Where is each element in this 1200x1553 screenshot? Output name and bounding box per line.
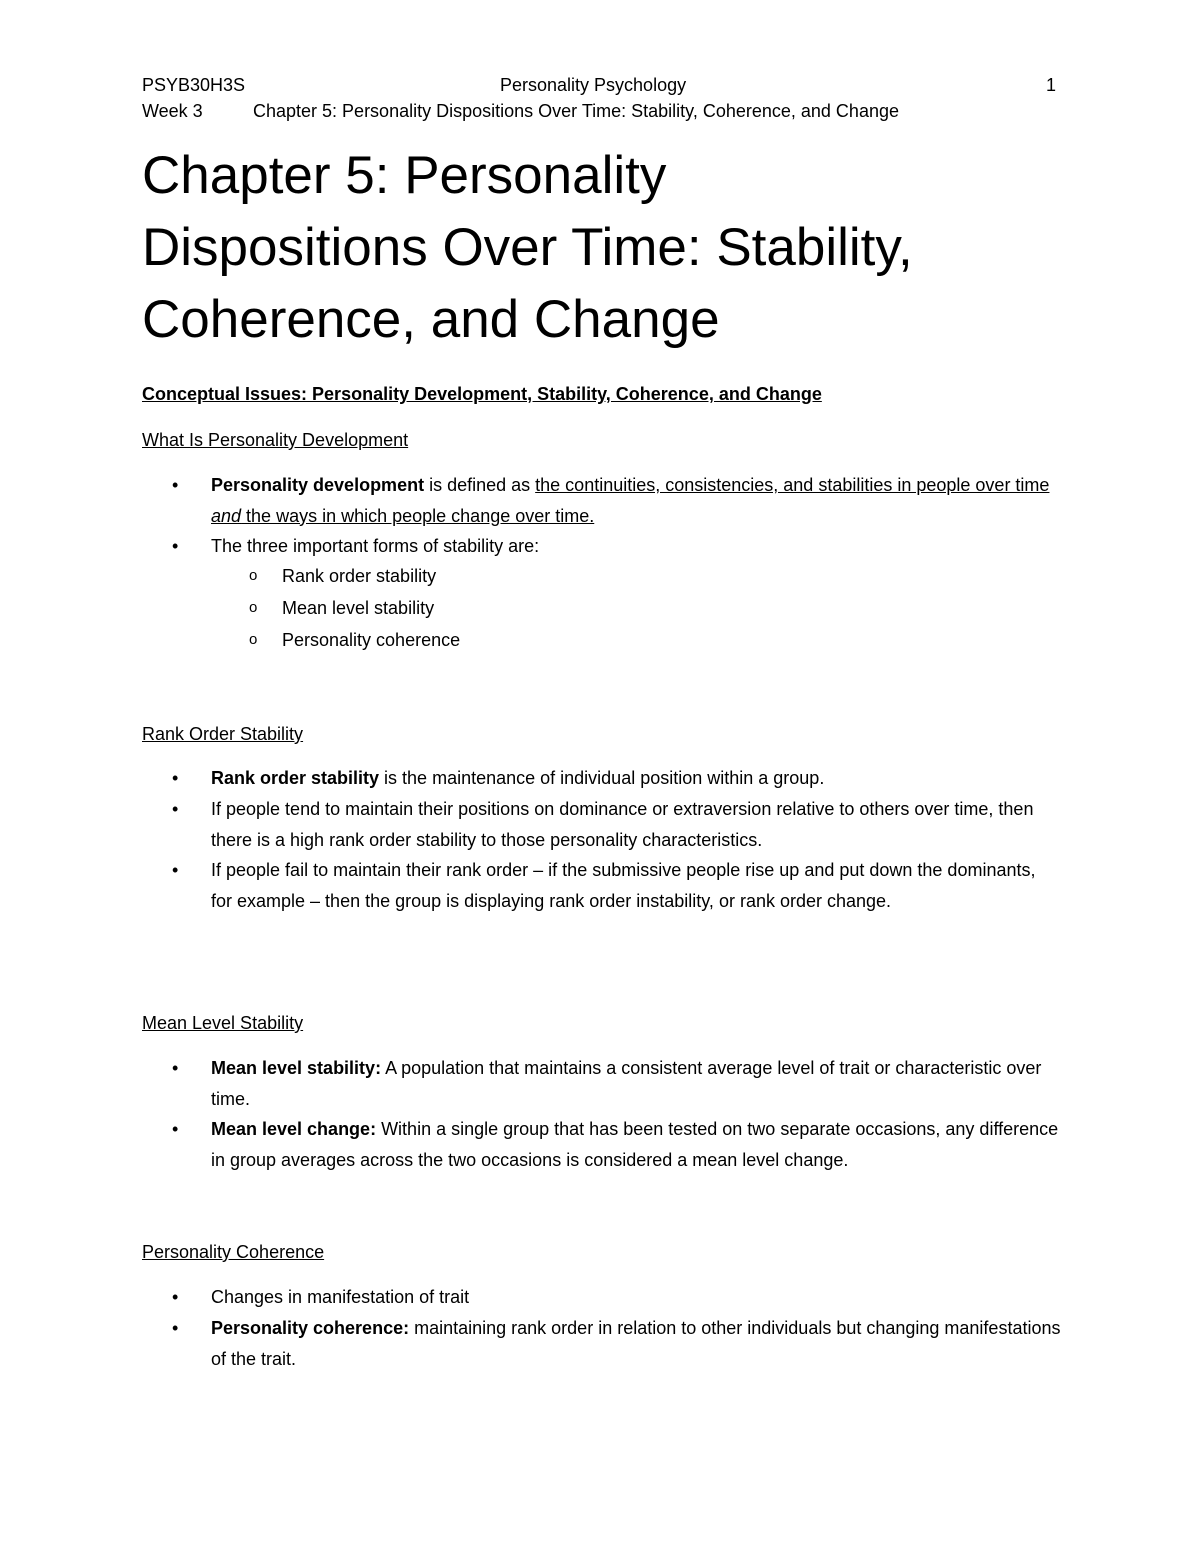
title-line-2: Dispositions Over Time: Stability, [142, 218, 913, 277]
header-chapter-line: Chapter 5: Personality Dispositions Over Time: Stability, Coherence, and Change [253, 101, 899, 121]
text-fragment: is defined as [424, 475, 536, 495]
bullet-text: If people tend to maintain their positions on dominance or extraversion relative to others over time, then there is a high rank order stability to those personality characteristics. [211, 799, 1034, 850]
text-fragment: Within a single group that has been tested on two separate occasions, any difference in group averages across the two occasions is considered a mean level change. [211, 1119, 1059, 1170]
bullet-icon: • [172, 1318, 179, 1338]
section-heading-conceptual-issues: Conceptual Issues: Personality Development, Stability, Coherence, and Change [142, 384, 822, 404]
title-line-1: Chapter 5: Personality [142, 146, 667, 205]
circle-bullet-icon: o [249, 631, 258, 648]
header-week: Week 3 [142, 101, 203, 121]
term-personality-development: Personality development [211, 475, 425, 495]
term-rank-order-stability: Rank order stability [211, 768, 380, 788]
subheading-mean-level-stability: Mean Level Stability [142, 1013, 304, 1033]
definition-part-b: the ways in which people change over time. [241, 505, 595, 526]
bullet-text: If people fail to maintain their rank order – if the submissive people rise up and put down the dominants, for example – then the group is displaying rank order instability, or rank order change. [211, 860, 1036, 911]
definition-part-a: the continuities, consistencies, and stabilities in people over time [535, 475, 1050, 495]
sub-bullet-text: Personality coherence [282, 630, 461, 650]
bullet-icon: • [172, 1287, 179, 1307]
sub-bullet-text: Rank order stability [282, 566, 437, 586]
bullet-text [211, 1114, 1061, 1175]
title-line-3: Coherence, and Change [142, 290, 720, 349]
circle-bullet-icon: o [249, 567, 258, 584]
bullet-text: Changes in manifestation of trait [211, 1287, 470, 1307]
document-title [142, 140, 1142, 356]
bullet-text [211, 1313, 1061, 1374]
bullet-icon: • [172, 799, 179, 819]
text-fragment: A population that maintains a consistent average level of trait or characteristic over time. [211, 1058, 1042, 1109]
subheading-personality-coherence: Personality Coherence [142, 1242, 325, 1262]
bullet-text [211, 1053, 1061, 1114]
bullet-text: The three important forms of stability are: [211, 536, 540, 556]
bullet-icon: • [172, 768, 179, 788]
bullet-icon: • [172, 1058, 179, 1078]
definition-and: and [211, 505, 242, 526]
sub-bullet-text: Mean level stability [282, 598, 435, 618]
text-fragment: is the maintenance of individual position within a group. [379, 768, 825, 788]
term-mean-level-change: Mean level change: [211, 1119, 377, 1139]
subheading-rank-order-stability: Rank Order Stability [142, 724, 304, 744]
circle-bullet-icon: o [249, 599, 258, 616]
header-course-code: PSYB30H3S [142, 75, 246, 95]
bullet-icon: • [172, 536, 179, 556]
bullet-text [211, 763, 1061, 794]
term-mean-level-stability: Mean level stability: [211, 1058, 382, 1078]
header-page-number: 1 [1046, 75, 1057, 95]
header-subject: Personality Psychology [500, 75, 687, 95]
term-personality-coherence: Personality coherence: [211, 1318, 410, 1338]
bullet-icon: • [172, 860, 179, 880]
bullet-text [211, 470, 1061, 531]
bullet-icon: • [172, 475, 179, 495]
text-fragment: maintaining rank order in relation to other individuals but changing manifestations of the trait. [211, 1318, 1061, 1369]
subheading-what-is-personality-development: What Is Personality Development [142, 430, 409, 450]
bullet-icon: • [172, 1119, 179, 1139]
